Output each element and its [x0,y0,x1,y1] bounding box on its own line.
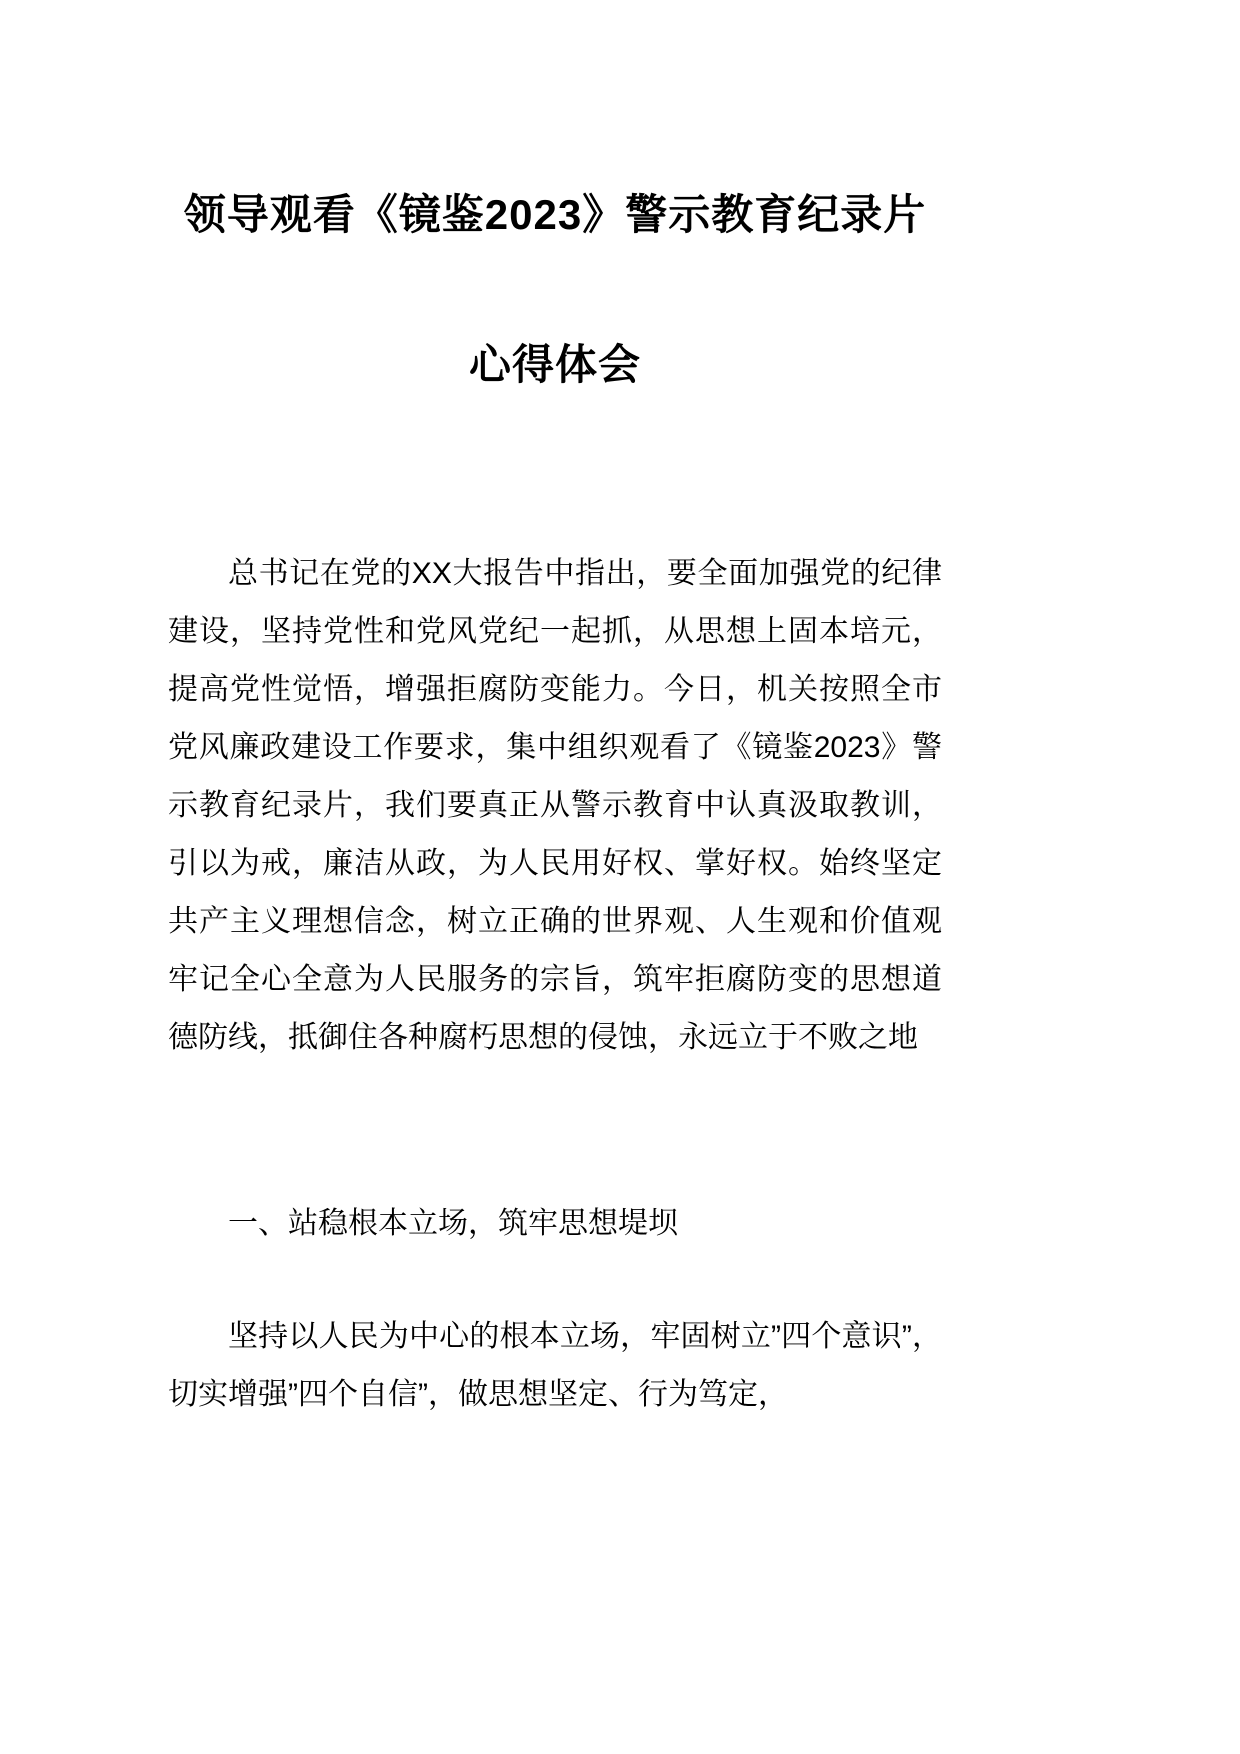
document-title: 领导观看《镜鉴2023》警示教育纪录片心得体会 [183,191,927,388]
paragraph-intro: 总书记在党的XX大报告中指出，要全面加强党的纪律建设，坚持党性和党风党纪一起抓，从思想上固本培元，提高党性觉悟，增强拒腐防变能力。今日，机关按照全市党风廉政建设工作要求，集中组织观看了《镜鉴2023》警示教育纪录片，我们要真正从警示教育中认真汲取教训，引以为戒，廉洁从政，为人民用好权、掌好权。始终坚定共产主义理想信念，树立正确的世界观、人生观和价值观牢记全心全意为人民服务的宗旨，筑牢拒腐防变的思想道德防线，抵御住各种腐朽思想的侵蚀，永远立于不败之地 [168,557,942,1054]
paragraph-section-1: 坚持以人民为中心的根本立场，牢固树立”四个意识”，切实增强”四个自信”，做思想坚定、行为笃定， [168,1320,942,1411]
section-heading-1: 一、站稳根本立场，筑牢思想堤坝 [228,1207,678,1240]
